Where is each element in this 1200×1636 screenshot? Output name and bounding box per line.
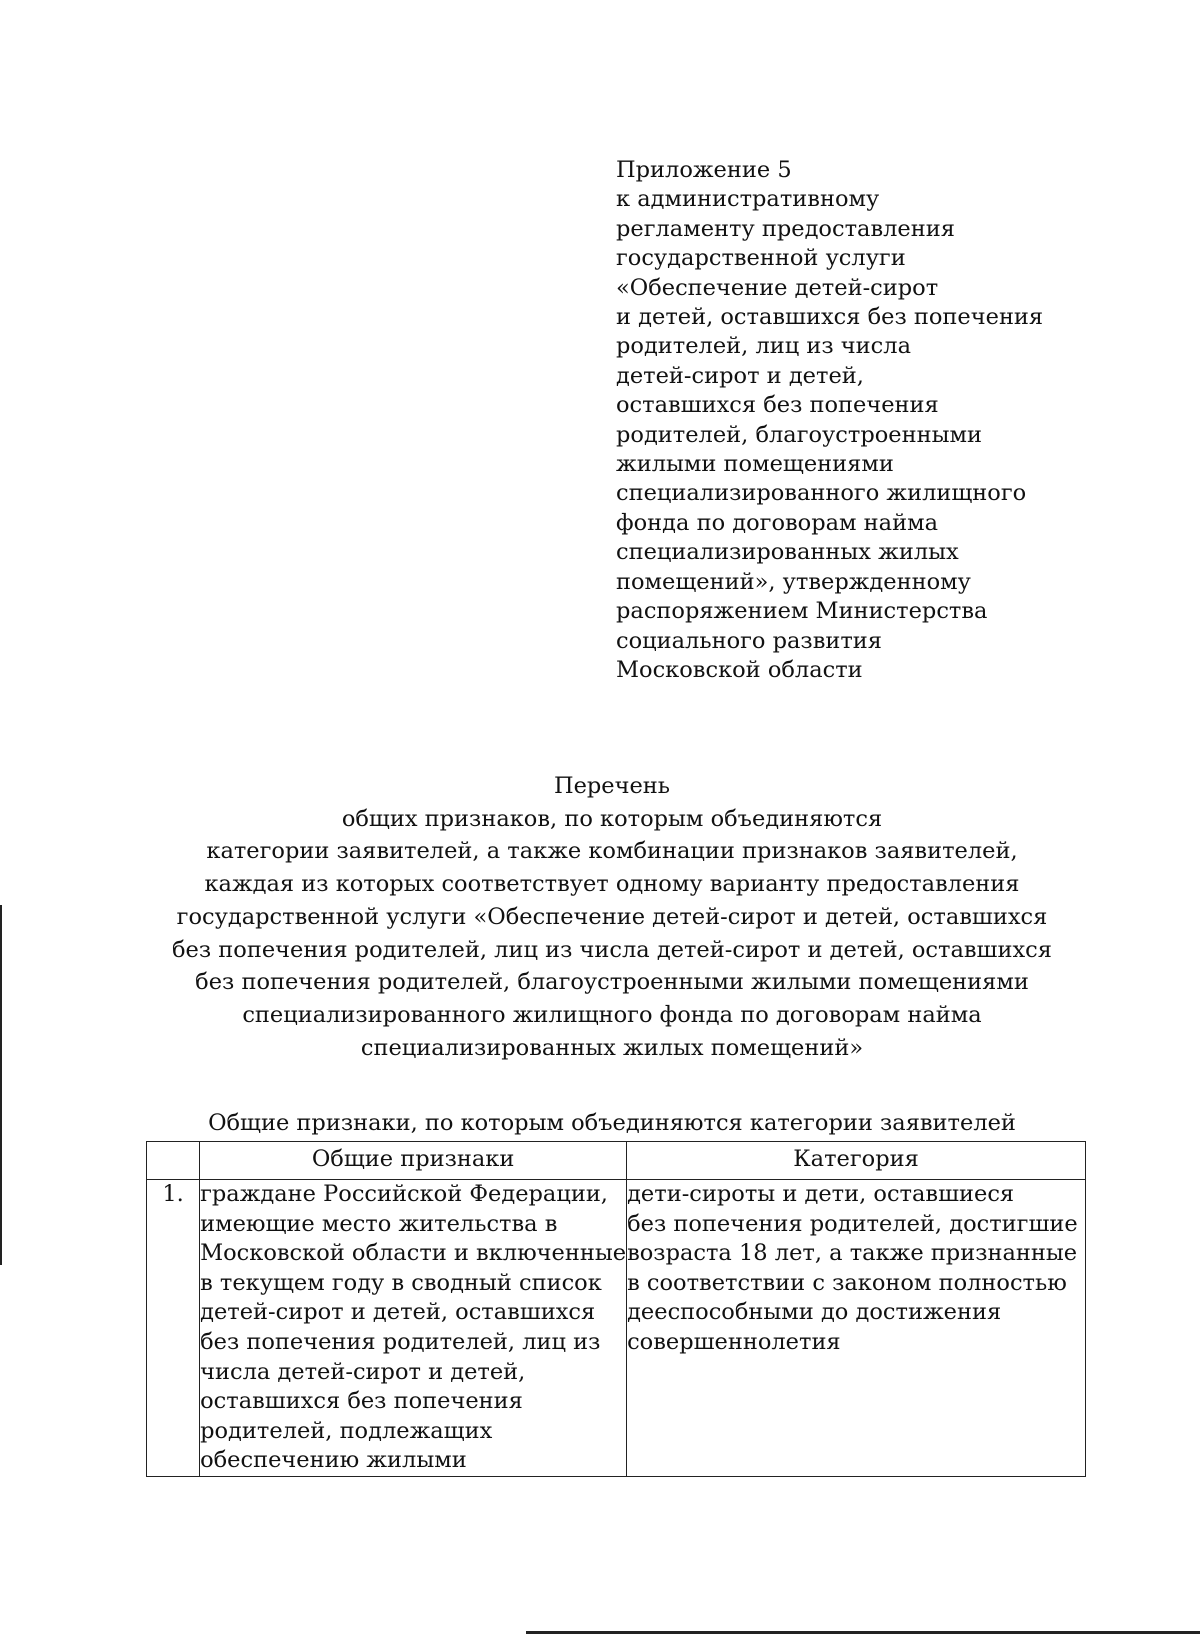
appendix-line: жилыми помещениями bbox=[616, 451, 894, 478]
scan-edge-line bbox=[526, 1631, 1200, 1634]
appendix-block bbox=[616, 156, 1043, 685]
appendix-line: родителей, лиц из числа bbox=[616, 333, 911, 360]
table-row bbox=[147, 1180, 1086, 1477]
cell-line: граждане Российской Федерации, bbox=[200, 1181, 608, 1207]
appendix-line: распоряжением Министерства bbox=[616, 598, 988, 625]
appendix-line: Московской области bbox=[616, 656, 863, 683]
appendix-line: помещений», утвержденному bbox=[616, 568, 971, 595]
title-line: без попечения родителей, благоустроенными жилыми помещениями bbox=[195, 969, 1029, 996]
appendix-line: детей-сирот и детей, bbox=[616, 362, 864, 389]
cell-line: детей-сирот и детей, оставшихся bbox=[200, 1299, 596, 1326]
appendix-line: государственной услуги bbox=[616, 245, 906, 272]
header-number bbox=[147, 1142, 200, 1180]
scan-edge-line bbox=[0, 905, 2, 1265]
appendix-line: фонда по договорам найма bbox=[616, 509, 939, 536]
cell-line: без попечения родителей, лиц из bbox=[200, 1328, 601, 1355]
title-line: специализированного жилищного фонда по договорам найма bbox=[242, 1001, 982, 1028]
header-category: Категория bbox=[627, 1142, 1086, 1180]
cell-line: Московской области и включенные bbox=[200, 1240, 627, 1267]
appendix-line: специализированных жилых bbox=[616, 539, 959, 566]
title-line: каждая из которых соответствует одному варианту предоставления bbox=[204, 871, 1020, 898]
appendix-line: к административному bbox=[616, 186, 880, 213]
cell-line: возраста 18 лет, а также признанные bbox=[627, 1240, 1078, 1267]
title-line: без попечения родителей, лиц из числа детей-сирот и детей, оставшихся bbox=[172, 936, 1052, 963]
title-line: государственной услуги «Обеспечение детей-сирот и детей, оставшихся bbox=[176, 903, 1048, 930]
title-line: общих признаков, по которым объединяются bbox=[341, 805, 883, 832]
appendix-line: социального развития bbox=[616, 627, 882, 654]
row-common-signs bbox=[200, 1180, 627, 1477]
cell-line: совершеннолетия bbox=[627, 1328, 841, 1355]
criteria-table bbox=[146, 1141, 1086, 1477]
title-line: специализированных жилых помещений» bbox=[360, 1034, 864, 1061]
appendix-line: Приложение 5 bbox=[616, 157, 792, 183]
cell-line: обеспечению жилыми bbox=[200, 1447, 467, 1474]
row-category bbox=[627, 1180, 1086, 1477]
header-common-signs: Общие признаки bbox=[200, 1142, 627, 1180]
appendix-line: оставшихся без попечения bbox=[616, 392, 939, 419]
cell-line: дееспособными до достижения bbox=[627, 1299, 1002, 1326]
cell-line: дети-сироты и дети, оставшиеся bbox=[627, 1181, 1015, 1207]
cell-line: родителей, подлежащих bbox=[200, 1417, 493, 1444]
title-line: категории заявителей, а также комбинации признаков заявителей, bbox=[206, 838, 1018, 865]
table-caption: Общие признаки, по которым объединяются категории заявителей bbox=[208, 1110, 1016, 1136]
appendix-line: специализированного жилищного bbox=[616, 480, 1027, 507]
cell-line: оставшихся без попечения bbox=[200, 1388, 523, 1415]
appendix-line: «Обеспечение детей-сирот bbox=[616, 274, 939, 301]
cell-line: в текущем году в сводный список bbox=[200, 1269, 602, 1296]
cell-line: числа детей-сирот и детей, bbox=[200, 1358, 526, 1385]
document-title bbox=[0, 770, 1200, 1064]
cell-line: имеющие место жительства в bbox=[200, 1210, 558, 1237]
appendix-line: и детей, оставшихся без попечения bbox=[616, 304, 1044, 331]
title-heading: Перечень bbox=[553, 773, 671, 799]
table-header-row bbox=[147, 1142, 1086, 1180]
appendix-line: родителей, благоустроенными bbox=[616, 421, 983, 448]
appendix-line: регламенту предоставления bbox=[616, 215, 955, 242]
cell-line: без попечения родителей, достигшие bbox=[627, 1210, 1078, 1237]
row-number: 1. bbox=[147, 1180, 200, 1477]
cell-line: в соответствии с законом полностью bbox=[627, 1269, 1067, 1296]
